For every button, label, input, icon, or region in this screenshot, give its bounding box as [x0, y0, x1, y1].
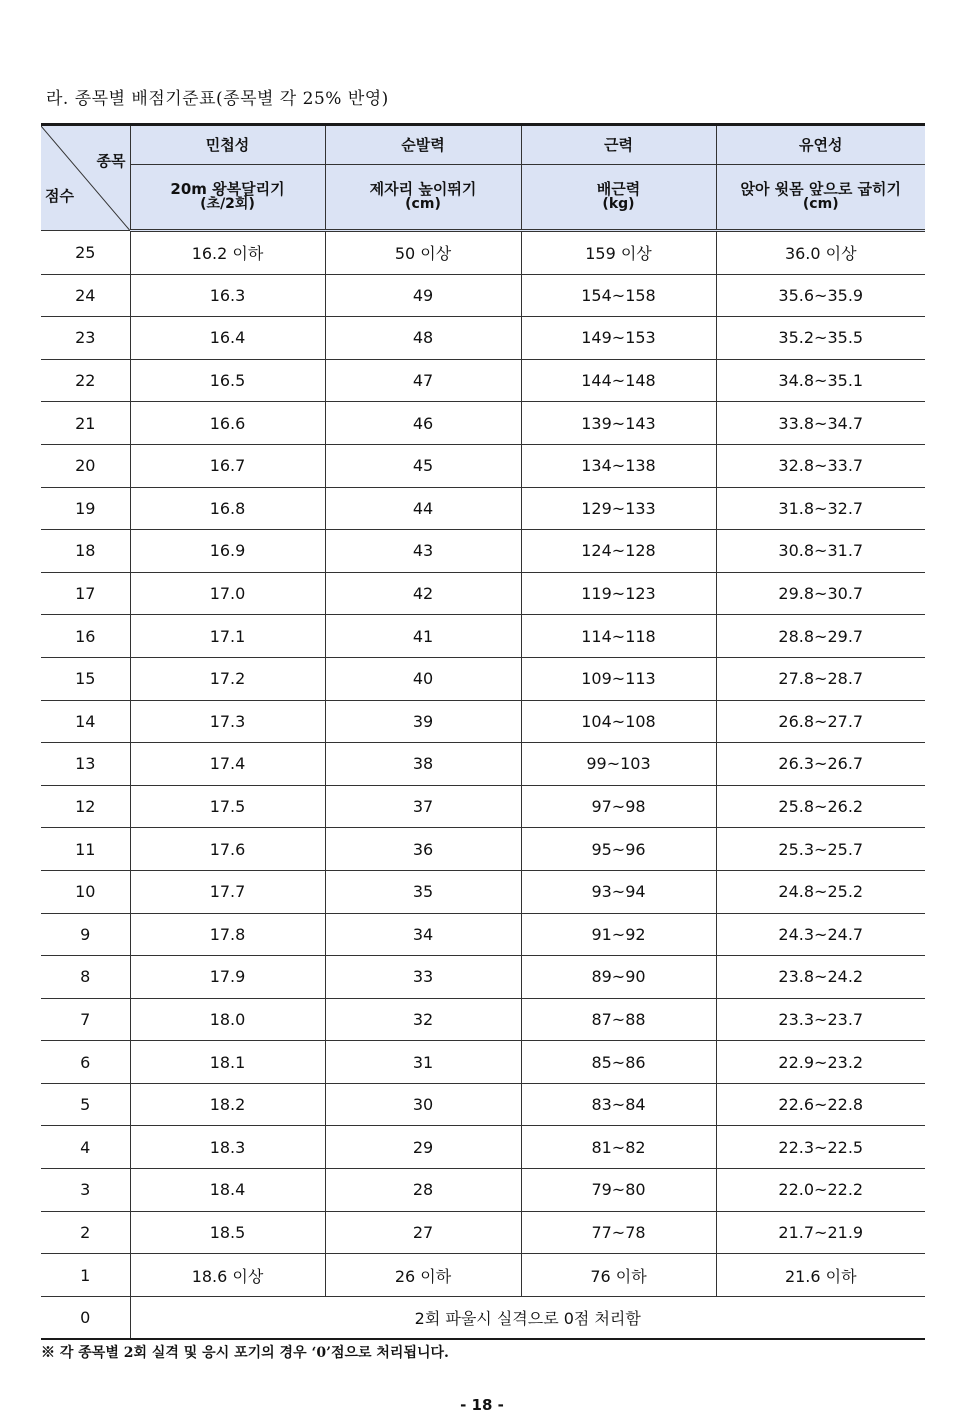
vertical-jump-cell: 48	[325, 317, 521, 360]
section-title: 라. 종목별 배점기준표(종목별 각 25% 반영)	[46, 89, 389, 109]
event-name: 20m 왕복달리기	[170, 180, 285, 198]
score-cell: 24	[41, 274, 130, 317]
vertical-jump-cell: 36	[325, 828, 521, 871]
back-strength-cell: 109~113	[521, 657, 716, 700]
vertical-jump-cell: 45	[325, 444, 521, 487]
vertical-jump-cell: 38	[325, 743, 521, 786]
score-cell: 8	[41, 956, 130, 999]
score-cell: 7	[41, 998, 130, 1041]
vertical-jump-cell: 46	[325, 402, 521, 445]
back-strength-cell: 87~88	[521, 998, 716, 1041]
table-row	[41, 1041, 925, 1084]
event-name: 배근력	[596, 180, 641, 198]
table-row	[41, 231, 925, 275]
vertical-jump-cell: 37	[325, 785, 521, 828]
vertical-jump-cell: 30	[325, 1083, 521, 1126]
category-header-flexibility: 유연성	[716, 125, 925, 165]
table-row	[41, 1083, 925, 1126]
vertical-jump-cell: 26 이하	[325, 1254, 521, 1297]
shuttle-run-cell: 18.1	[130, 1041, 325, 1084]
shuttle-run-cell: 17.6	[130, 828, 325, 871]
table-row	[41, 615, 925, 658]
back-strength-cell: 129~133	[521, 487, 716, 530]
back-strength-cell: 124~128	[521, 530, 716, 573]
score-cell: 25	[41, 231, 130, 275]
table-row	[41, 785, 925, 828]
score-cell: 21	[41, 402, 130, 445]
score-cell: 10	[41, 870, 130, 913]
shuttle-run-cell: 17.4	[130, 743, 325, 786]
vertical-jump-cell: 47	[325, 359, 521, 402]
shuttle-run-cell: 18.0	[130, 998, 325, 1041]
back-strength-cell: 95~96	[521, 828, 716, 871]
vertical-jump-cell: 43	[325, 530, 521, 573]
sit-and-reach-cell: 25.8~26.2	[716, 785, 925, 828]
table-row	[41, 828, 925, 871]
sit-and-reach-cell: 29.8~30.7	[716, 572, 925, 615]
shuttle-run-cell: 17.2	[130, 657, 325, 700]
back-strength-cell: 89~90	[521, 956, 716, 999]
score-cell: 0	[41, 1296, 130, 1339]
back-strength-cell: 149~153	[521, 317, 716, 360]
corner-label-score: 점수	[45, 187, 74, 205]
table-row	[41, 956, 925, 999]
event-header-back-strength	[521, 165, 716, 231]
category-header-power: 순발력	[325, 125, 521, 165]
sit-and-reach-cell: 33.8~34.7	[716, 402, 925, 445]
sit-and-reach-cell: 32.8~33.7	[716, 444, 925, 487]
table-row	[41, 657, 925, 700]
sit-and-reach-cell: 35.2~35.5	[716, 317, 925, 360]
vertical-jump-cell: 29	[325, 1126, 521, 1169]
score-cell: 17	[41, 572, 130, 615]
shuttle-run-cell: 16.5	[130, 359, 325, 402]
event-unit: (cm)	[802, 196, 839, 212]
vertical-jump-cell: 27	[325, 1211, 521, 1254]
shuttle-run-cell: 17.1	[130, 615, 325, 658]
score-cell: 14	[41, 700, 130, 743]
shuttle-run-cell: 16.7	[130, 444, 325, 487]
sit-and-reach-cell: 26.3~26.7	[716, 743, 925, 786]
shuttle-run-cell: 17.3	[130, 700, 325, 743]
corner-label-event: 종목	[96, 152, 126, 170]
sit-and-reach-cell: 22.0~22.2	[716, 1169, 925, 1212]
event-name: 제자리 높이뛰기	[369, 180, 477, 198]
sit-and-reach-cell: 22.6~22.8	[716, 1083, 925, 1126]
table-row	[41, 274, 925, 317]
sit-and-reach-cell: 24.3~24.7	[716, 913, 925, 956]
table-row	[41, 743, 925, 786]
sit-and-reach-cell: 31.8~32.7	[716, 487, 925, 530]
score-cell: 2	[41, 1211, 130, 1254]
score-cell: 12	[41, 785, 130, 828]
shuttle-run-cell: 17.7	[130, 870, 325, 913]
score-cell: 16	[41, 615, 130, 658]
shuttle-run-cell: 18.6 이상	[130, 1254, 325, 1297]
vertical-jump-cell: 42	[325, 572, 521, 615]
table-row	[41, 998, 925, 1041]
score-cell: 13	[41, 743, 130, 786]
score-cell: 5	[41, 1083, 130, 1126]
shuttle-run-cell: 16.8	[130, 487, 325, 530]
vertical-jump-cell: 35	[325, 870, 521, 913]
shuttle-run-cell: 18.3	[130, 1126, 325, 1169]
table-row	[41, 402, 925, 445]
back-strength-cell: 114~118	[521, 615, 716, 658]
score-cell: 23	[41, 317, 130, 360]
sit-and-reach-cell: 27.8~28.7	[716, 657, 925, 700]
sit-and-reach-cell: 21.7~21.9	[716, 1211, 925, 1254]
category-header-agility: 민첩성	[130, 125, 325, 165]
shuttle-run-cell: 16.2 이하	[130, 231, 325, 275]
back-strength-cell: 77~78	[521, 1211, 716, 1254]
back-strength-cell: 81~82	[521, 1126, 716, 1169]
table-row	[41, 913, 925, 956]
vertical-jump-cell: 39	[325, 700, 521, 743]
vertical-jump-cell: 32	[325, 998, 521, 1041]
back-strength-cell: 93~94	[521, 870, 716, 913]
shuttle-run-cell: 17.0	[130, 572, 325, 615]
table-row	[41, 1126, 925, 1169]
shuttle-run-cell: 16.9	[130, 530, 325, 573]
shuttle-run-cell: 16.6	[130, 402, 325, 445]
sit-and-reach-cell: 34.8~35.1	[716, 359, 925, 402]
footnote: ※ 각 종목별 2회 실격 및 응시 포기의 경우 ‘0’점으로 처리됩니다.	[41, 1345, 449, 1361]
sit-and-reach-cell: 26.8~27.7	[716, 700, 925, 743]
score-cell: 18	[41, 530, 130, 573]
back-strength-cell: 83~84	[521, 1083, 716, 1126]
table-row	[41, 359, 925, 402]
sit-and-reach-cell: 23.3~23.7	[716, 998, 925, 1041]
sit-and-reach-cell: 35.6~35.9	[716, 274, 925, 317]
table-row	[41, 317, 925, 360]
score-cell: 15	[41, 657, 130, 700]
shuttle-run-cell: 18.5	[130, 1211, 325, 1254]
back-strength-cell: 119~123	[521, 572, 716, 615]
shuttle-run-cell: 16.4	[130, 317, 325, 360]
back-strength-cell: 79~80	[521, 1169, 716, 1212]
page-number: - 18 -	[460, 1396, 504, 1414]
sit-and-reach-cell: 21.6 이하	[716, 1254, 925, 1297]
table-row	[41, 1254, 925, 1297]
vertical-jump-cell: 49	[325, 274, 521, 317]
zero-score-row	[41, 1296, 925, 1339]
shuttle-run-cell: 17.9	[130, 956, 325, 999]
event-unit: (초/2회)	[200, 196, 255, 212]
shuttle-run-cell: 17.5	[130, 785, 325, 828]
table-row	[41, 444, 925, 487]
event-header-sit-and-reach	[716, 165, 925, 231]
category-header-strength: 근력	[521, 125, 716, 165]
table-corner-header	[41, 125, 130, 231]
table-row	[41, 1211, 925, 1254]
vertical-jump-cell: 44	[325, 487, 521, 530]
sit-and-reach-cell: 22.9~23.2	[716, 1041, 925, 1084]
vertical-jump-cell: 41	[325, 615, 521, 658]
back-strength-cell: 76 이하	[521, 1254, 716, 1297]
event-name: 앉아 윗몸 앞으로 굽히기	[740, 180, 902, 198]
vertical-jump-cell: 28	[325, 1169, 521, 1212]
event-header-shuttle-run	[130, 165, 325, 231]
score-cell: 4	[41, 1126, 130, 1169]
sit-and-reach-cell: 25.3~25.7	[716, 828, 925, 871]
score-table-body	[41, 231, 925, 1340]
back-strength-cell: 134~138	[521, 444, 716, 487]
back-strength-cell: 154~158	[521, 274, 716, 317]
table-row	[41, 572, 925, 615]
disqualification-note-cell: 2회 파울시 실격으로 0점 처리함	[130, 1296, 925, 1339]
score-cell: 20	[41, 444, 130, 487]
scoring-table	[41, 123, 925, 1340]
sit-and-reach-cell: 23.8~24.2	[716, 956, 925, 999]
back-strength-cell: 99~103	[521, 743, 716, 786]
sit-and-reach-cell: 24.8~25.2	[716, 870, 925, 913]
back-strength-cell: 97~98	[521, 785, 716, 828]
score-cell: 11	[41, 828, 130, 871]
score-cell: 9	[41, 913, 130, 956]
vertical-jump-cell: 34	[325, 913, 521, 956]
back-strength-cell: 159 이상	[521, 231, 716, 275]
back-strength-cell: 85~86	[521, 1041, 716, 1084]
score-cell: 6	[41, 1041, 130, 1084]
shuttle-run-cell: 16.3	[130, 274, 325, 317]
table-row	[41, 530, 925, 573]
score-cell: 1	[41, 1254, 130, 1297]
shuttle-run-cell: 18.2	[130, 1083, 325, 1126]
corner-diagonal-line	[41, 126, 130, 230]
vertical-jump-cell: 50 이상	[325, 231, 521, 275]
vertical-jump-cell: 33	[325, 956, 521, 999]
shuttle-run-cell: 17.8	[130, 913, 325, 956]
back-strength-cell: 139~143	[521, 402, 716, 445]
score-cell: 22	[41, 359, 130, 402]
back-strength-cell: 144~148	[521, 359, 716, 402]
table-row	[41, 870, 925, 913]
table-row	[41, 1169, 925, 1212]
event-unit: (cm)	[405, 196, 441, 212]
event-unit: (kg)	[602, 196, 635, 212]
shuttle-run-cell: 18.4	[130, 1169, 325, 1212]
back-strength-cell: 104~108	[521, 700, 716, 743]
sit-and-reach-cell: 30.8~31.7	[716, 530, 925, 573]
table-row	[41, 700, 925, 743]
vertical-jump-cell: 40	[325, 657, 521, 700]
back-strength-cell: 91~92	[521, 913, 716, 956]
sit-and-reach-cell: 36.0 이상	[716, 231, 925, 275]
vertical-jump-cell: 31	[325, 1041, 521, 1084]
sit-and-reach-cell: 28.8~29.7	[716, 615, 925, 658]
event-header-vertical-jump	[325, 165, 521, 231]
score-cell: 19	[41, 487, 130, 530]
sit-and-reach-cell: 22.3~22.5	[716, 1126, 925, 1169]
table-row	[41, 487, 925, 530]
score-cell: 3	[41, 1169, 130, 1212]
